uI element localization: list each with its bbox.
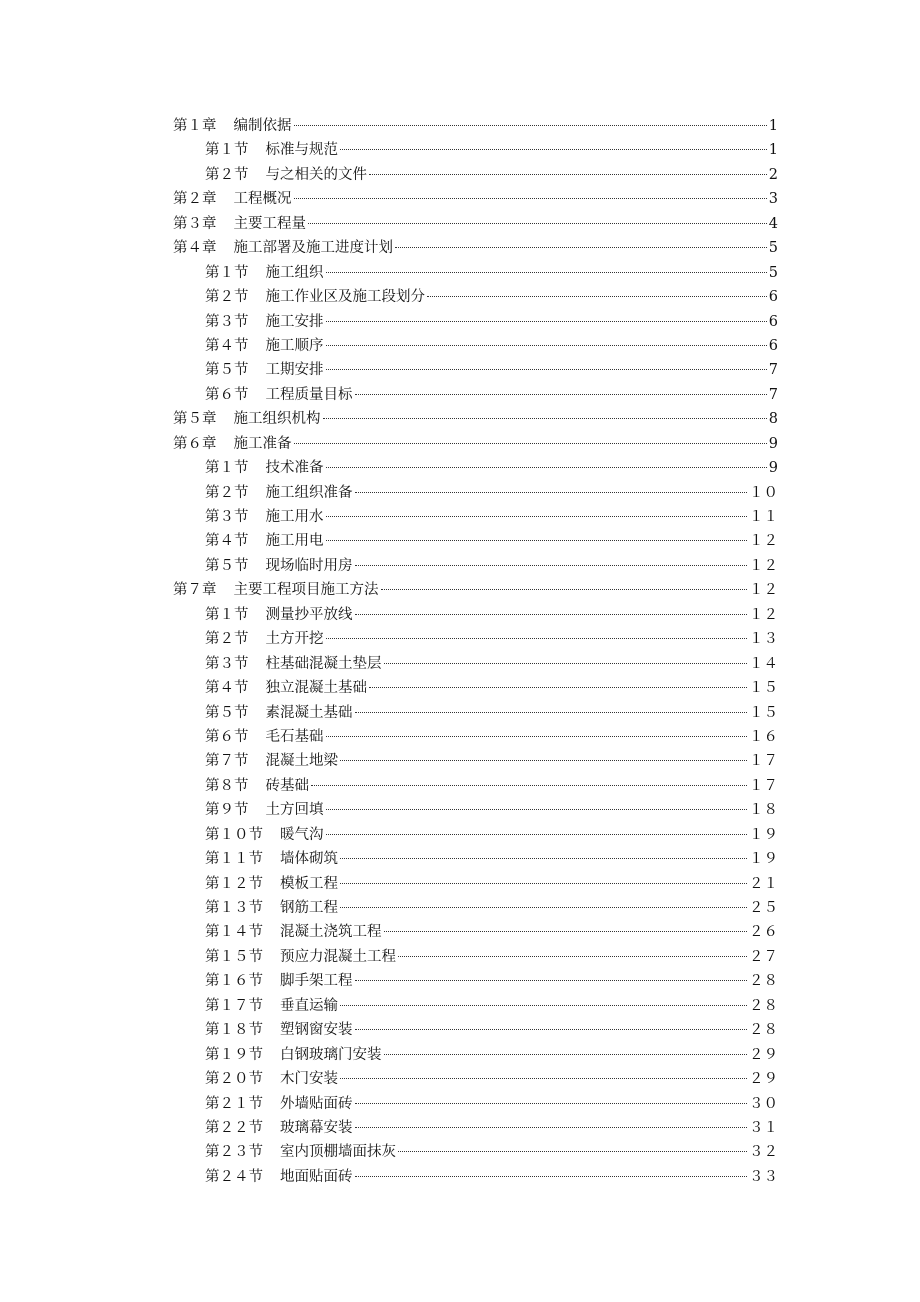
toc-entry-title: 地面贴面砖 <box>280 1168 353 1185</box>
toc-entry-title: 工期安排 <box>265 362 324 379</box>
toc-page-number: １７ <box>749 753 778 770</box>
toc-page-number: ３１ <box>749 1119 778 1136</box>
toc-dot-leader <box>326 321 767 322</box>
toc-page-number: ２５ <box>749 900 778 916</box>
toc-section-entry[interactable] <box>173 652 778 676</box>
toc-section-entry[interactable] <box>173 676 778 700</box>
toc-dot-leader <box>355 980 748 981</box>
toc-page-number: 6 <box>768 313 778 330</box>
toc-entry-title: 主要工程量 <box>233 215 306 232</box>
toc-section-entry[interactable] <box>173 872 778 896</box>
toc-entry-number: 第２章 <box>173 191 217 208</box>
toc-page-number: 2 <box>768 166 778 183</box>
toc-entry-number: 第２节 <box>205 631 249 648</box>
toc-dot-leader <box>326 467 767 468</box>
toc-entry-title: 工程质量目标 <box>265 386 353 403</box>
toc-dot-leader <box>355 565 748 566</box>
toc-dot-leader <box>326 736 748 737</box>
toc-chapter-entry[interactable] <box>173 212 778 236</box>
toc-section-entry[interactable] <box>173 1165 778 1189</box>
toc-entry-number: 第８节 <box>205 777 249 794</box>
toc-entry-title: 预应力混凝土工程 <box>280 948 396 965</box>
toc-page-number: 6 <box>768 289 778 306</box>
toc-page-number: １５ <box>749 704 778 721</box>
toc-dot-leader <box>340 1078 747 1079</box>
toc-entry-number: 第１６节 <box>205 973 263 990</box>
toc-dot-leader <box>326 638 748 639</box>
toc-page-number: １９ <box>749 851 778 868</box>
toc-page-number: 8 <box>768 411 778 428</box>
toc-page-number: 1 <box>768 118 778 134</box>
toc-entry-number: 第１０节 <box>205 826 263 843</box>
toc-section-entry[interactable] <box>173 1043 778 1067</box>
toc-entry-title: 施工组织准备 <box>265 484 353 501</box>
toc-entry-number: 第１节 <box>205 264 249 281</box>
toc-section-entry[interactable] <box>173 749 778 773</box>
toc-entry-title: 砖基础 <box>265 777 309 794</box>
toc-page-number: １８ <box>749 802 778 819</box>
toc-page-number: 5 <box>768 240 778 257</box>
toc-dot-leader <box>323 418 767 419</box>
toc-section-entry[interactable] <box>173 285 778 309</box>
toc-section-entry[interactable] <box>173 138 778 162</box>
toc-section-entry[interactable] <box>173 334 778 358</box>
toc-entry-title: 与之相关的文件 <box>265 166 367 183</box>
toc-page-number: 9 <box>768 460 778 477</box>
toc-section-entry[interactable] <box>173 383 778 407</box>
toc-page-number: 4 <box>768 215 778 232</box>
toc-entry-number: 第１章 <box>173 118 217 134</box>
toc-page-number: ２１ <box>749 875 778 892</box>
toc-entry-number: 第１８节 <box>205 1022 263 1039</box>
toc-entry-title: 施工准备 <box>233 435 292 452</box>
toc-dot-leader <box>294 443 767 444</box>
toc-entry-number: 第３章 <box>173 215 217 232</box>
toc-page-number: 3 <box>768 191 778 208</box>
toc-dot-leader <box>384 1054 748 1055</box>
toc-entry-title: 垂直运输 <box>280 997 338 1014</box>
toc-entry-title: 塑钢窗安装 <box>280 1022 353 1039</box>
toc-page-number: １２ <box>749 557 778 574</box>
toc-entry-number: 第１９节 <box>205 1046 263 1063</box>
toc-dot-leader <box>355 1103 748 1104</box>
toc-section-entry[interactable] <box>173 920 778 944</box>
toc-dot-leader <box>395 247 767 248</box>
toc-section-entry[interactable] <box>173 1116 778 1140</box>
toc-chapter-entry[interactable] <box>173 578 778 602</box>
toc-entry-title: 外墙贴面砖 <box>280 1095 353 1112</box>
toc-dot-leader <box>326 540 748 541</box>
toc-page-number: ２９ <box>749 1046 778 1063</box>
toc-dot-leader <box>381 589 748 590</box>
toc-entry-title: 独立混凝土基础 <box>265 680 367 697</box>
toc-page-number: １６ <box>749 728 778 745</box>
toc-dot-leader <box>326 345 767 346</box>
toc-page-number: ３０ <box>749 1095 778 1112</box>
toc-entry-number: 第４节 <box>205 337 249 354</box>
toc-dot-leader <box>355 1176 748 1177</box>
toc-entry-title: 施工顺序 <box>265 337 324 354</box>
toc-dot-leader <box>340 907 747 908</box>
toc-entry-title: 木门安装 <box>280 1071 338 1088</box>
toc-entry-title: 混凝土浇筑工程 <box>280 924 382 941</box>
toc-page-number: ２８ <box>749 1022 778 1039</box>
toc-entry-title: 标准与规范 <box>265 142 338 159</box>
toc-entry-number: 第２节 <box>205 484 249 501</box>
toc-entry-title: 施工安排 <box>265 313 324 330</box>
toc-entry-number: 第９节 <box>205 802 249 819</box>
toc-entry-number: 第２４节 <box>205 1168 263 1185</box>
toc-entry-title: 白钢玻璃门安装 <box>280 1046 382 1063</box>
toc-entry-number: 第２１节 <box>205 1095 263 1112</box>
toc-page-number: ３３ <box>749 1168 778 1185</box>
toc-dot-leader <box>369 174 767 175</box>
toc-page-number: １２ <box>749 606 778 623</box>
toc-entry-number: 第５节 <box>205 362 249 379</box>
toc-entry-number: 第４节 <box>205 680 249 697</box>
toc-section-entry[interactable] <box>173 554 778 578</box>
toc-entry-number: 第２２节 <box>205 1119 263 1136</box>
toc-entry-number: 第１节 <box>205 142 249 159</box>
toc-entry-number: 第１７节 <box>205 997 263 1014</box>
toc-entry-title: 墙体砌筑 <box>280 851 338 868</box>
toc-dot-leader <box>311 785 747 786</box>
toc-section-entry[interactable] <box>173 994 778 1018</box>
toc-page-number: １２ <box>749 582 778 599</box>
toc-entry-title: 编制依据 <box>233 118 292 134</box>
toc-section-entry[interactable] <box>173 358 778 382</box>
toc-entry-number: 第５节 <box>205 557 249 574</box>
toc-entry-number: 第１节 <box>205 460 249 477</box>
toc-entry-number: 第４节 <box>205 533 249 550</box>
toc-entry-number: 第７节 <box>205 753 249 770</box>
toc-dot-leader <box>355 1127 748 1128</box>
toc-page-number: １０ <box>749 484 778 501</box>
toc-entry-number: 第３节 <box>205 313 249 330</box>
toc-page-number: 5 <box>768 264 778 281</box>
toc-entry-number: 第２０节 <box>205 1071 263 1088</box>
toc-dot-leader <box>427 296 767 297</box>
toc-dot-leader <box>326 516 748 517</box>
toc-dot-leader <box>355 614 748 615</box>
toc-dot-leader <box>355 492 748 493</box>
toc-page-number: １４ <box>749 655 778 672</box>
toc-chapter-entry[interactable] <box>173 407 778 431</box>
toc-section-entry[interactable] <box>173 505 778 529</box>
toc-section-entry[interactable] <box>173 896 778 920</box>
toc-entry-number: 第６节 <box>205 728 249 745</box>
toc-section-entry[interactable] <box>173 456 778 480</box>
table-of-contents <box>173 114 778 1189</box>
toc-entry-title: 施工作业区及施工段划分 <box>265 289 425 306</box>
toc-chapter-entry[interactable] <box>173 114 778 138</box>
toc-section-entry[interactable] <box>173 310 778 334</box>
toc-page-number: ２８ <box>749 973 778 990</box>
toc-entry-title: 柱基础混凝土垫层 <box>265 655 382 672</box>
toc-dot-leader <box>340 858 747 859</box>
toc-page-number: ２６ <box>749 924 778 941</box>
toc-dot-leader <box>355 394 767 395</box>
toc-page-number: ２８ <box>749 997 778 1014</box>
toc-section-entry[interactable] <box>173 603 778 627</box>
toc-entry-title: 玻璃幕安装 <box>280 1119 353 1136</box>
toc-dot-leader <box>326 834 748 835</box>
toc-entry-number: 第１节 <box>205 606 249 623</box>
toc-entry-title: 毛石基础 <box>265 728 324 745</box>
toc-section-entry[interactable] <box>173 1140 778 1164</box>
toc-section-entry[interactable] <box>173 725 778 749</box>
toc-page-number: １３ <box>749 631 778 648</box>
toc-entry-title: 技术准备 <box>265 460 324 477</box>
toc-page-number: 7 <box>768 362 778 379</box>
toc-section-entry[interactable] <box>173 1067 778 1091</box>
toc-page-number: １１ <box>749 509 778 525</box>
toc-section-entry[interactable] <box>173 945 778 969</box>
toc-dot-leader <box>398 956 747 957</box>
toc-entry-title: 素混凝土基础 <box>265 704 353 721</box>
toc-entry-title: 工程概况 <box>233 191 292 208</box>
toc-dot-leader <box>384 931 748 932</box>
toc-dot-leader <box>355 1029 748 1030</box>
toc-section-entry[interactable] <box>173 774 778 798</box>
toc-dot-leader <box>326 272 767 273</box>
toc-entry-title: 施工部署及施工进度计划 <box>233 240 393 257</box>
toc-section-entry[interactable] <box>173 847 778 871</box>
toc-entry-number: 第１４节 <box>205 924 263 941</box>
toc-page-number: 6 <box>768 337 778 354</box>
toc-entry-number: 第１２节 <box>205 875 263 892</box>
toc-page-number: 9 <box>768 435 778 452</box>
toc-dot-leader <box>326 369 767 370</box>
toc-entry-title: 钢筋工程 <box>280 900 338 916</box>
toc-page-number: １７ <box>749 777 778 794</box>
toc-entry-title: 模板工程 <box>280 875 338 892</box>
toc-section-entry[interactable] <box>173 969 778 993</box>
toc-dot-leader <box>340 149 767 150</box>
toc-entry-number: 第３节 <box>205 509 249 525</box>
toc-page-number: １９ <box>749 826 778 843</box>
toc-dot-leader <box>294 198 767 199</box>
toc-dot-leader <box>384 663 748 664</box>
toc-page-number: ３２ <box>749 1144 778 1161</box>
toc-page-number: １５ <box>749 680 778 697</box>
toc-entry-title: 施工组织机构 <box>233 411 321 428</box>
toc-dot-leader <box>398 1151 747 1152</box>
toc-section-entry[interactable] <box>173 823 778 847</box>
toc-entry-number: 第７章 <box>173 582 217 599</box>
toc-dot-leader <box>340 1005 747 1006</box>
toc-section-entry[interactable] <box>173 163 778 187</box>
toc-dot-leader <box>326 809 748 810</box>
toc-entry-number: 第５节 <box>205 704 249 721</box>
toc-entry-number: 第１３节 <box>205 900 263 916</box>
toc-entry-number: 第４章 <box>173 240 217 257</box>
toc-dot-leader <box>308 223 767 224</box>
toc-entry-number: 第２节 <box>205 166 249 183</box>
toc-section-entry[interactable] <box>173 261 778 285</box>
toc-section-entry[interactable] <box>173 1092 778 1116</box>
toc-chapter-entry[interactable] <box>173 432 778 456</box>
toc-page-number: 1 <box>768 142 778 159</box>
toc-entry-title: 土方开挖 <box>265 631 324 648</box>
toc-section-entry[interactable] <box>173 481 778 505</box>
toc-dot-leader <box>294 125 767 126</box>
toc-entry-number: 第２节 <box>205 289 249 306</box>
toc-entry-title: 现场临时用房 <box>265 557 353 574</box>
toc-entry-number: 第６节 <box>205 386 249 403</box>
toc-chapter-entry[interactable] <box>173 187 778 211</box>
toc-dot-leader <box>340 760 747 761</box>
toc-entry-number: 第１１节 <box>205 851 263 868</box>
toc-entry-number: 第１５节 <box>205 948 263 965</box>
toc-page-number: 7 <box>768 386 778 403</box>
toc-entry-number: 第３节 <box>205 655 249 672</box>
toc-chapter-entry[interactable] <box>173 236 778 260</box>
toc-entry-title: 施工组织 <box>265 264 324 281</box>
toc-entry-title: 土方回填 <box>265 802 324 819</box>
toc-dot-leader <box>355 712 748 713</box>
toc-page-number: ２９ <box>749 1071 778 1088</box>
toc-entry-title: 脚手架工程 <box>280 973 353 990</box>
toc-entry-number: 第２３节 <box>205 1144 263 1161</box>
toc-section-entry[interactable] <box>173 701 778 725</box>
toc-entry-title: 施工用水 <box>265 509 324 525</box>
toc-entry-number: 第６章 <box>173 435 217 452</box>
toc-entry-title: 施工用电 <box>265 533 324 550</box>
toc-section-entry[interactable] <box>173 1018 778 1042</box>
toc-entry-title: 暖气沟 <box>280 826 324 843</box>
toc-page-number: １２ <box>749 533 778 550</box>
toc-section-entry[interactable] <box>173 529 778 553</box>
toc-entry-title: 主要工程项目施工方法 <box>233 582 379 599</box>
toc-section-entry[interactable] <box>173 627 778 651</box>
toc-entry-title: 测量抄平放线 <box>265 606 353 623</box>
toc-dot-leader <box>369 687 747 688</box>
toc-page-number: ２７ <box>749 948 778 965</box>
toc-section-entry[interactable] <box>173 798 778 822</box>
toc-dot-leader <box>340 883 747 884</box>
toc-entry-title: 混凝土地梁 <box>265 753 338 770</box>
toc-entry-title: 室内顶棚墙面抹灰 <box>280 1144 396 1161</box>
toc-entry-number: 第５章 <box>173 411 217 428</box>
